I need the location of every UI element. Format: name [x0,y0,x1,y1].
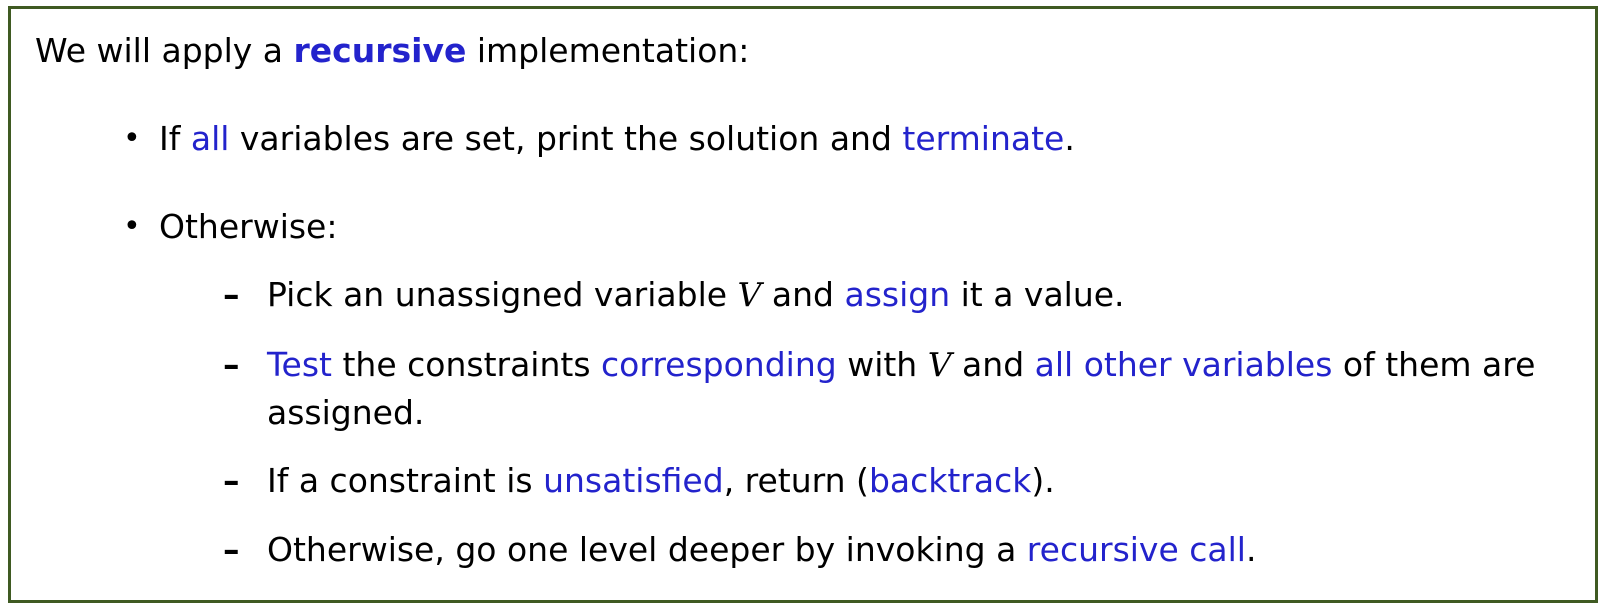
dash-marker: – [223,275,240,314]
subitem-text: ). [1031,461,1055,500]
bullet-marker: • [123,121,141,156]
bullet-text: If [159,119,191,158]
subitem-text: it a value. [950,275,1125,314]
subitem-text: If a constraint is [267,461,544,500]
dash-marker: – [223,530,240,569]
bullet-text: . [1064,119,1075,158]
subitem-text: . [1245,530,1257,569]
subitem-text: of them are [1332,345,1536,384]
dash-marker: – [223,345,240,384]
intro-line [35,31,749,71]
bullet-item-otherwise [159,207,337,247]
highlight-terminate: terminate [902,119,1065,158]
bullet-text: Otherwise: [159,207,338,246]
subitem-unsatisfied [267,461,1055,501]
math-variable-v: V [737,275,762,314]
subitem-text: the constraints [332,345,602,384]
intro-highlight-recursive: recursive [293,31,467,70]
highlight-unsatisfied: unsatisfied [543,461,724,500]
bullet-item-all-set [159,119,1075,159]
highlight-recursive-call: recursive call [1026,530,1246,569]
subitem-text: , return ( [723,461,869,500]
subitem-text: Pick an unassigned variable [267,275,738,314]
highlight-assign: assign [844,275,951,314]
subitem-test-constraints [267,345,1535,385]
math-variable-v: V [927,345,952,384]
highlight-corresponding: corresponding [601,345,837,384]
subitem-text: Otherwise, go one level deeper by invoking a [267,530,1027,569]
intro-text-after: implementation: [466,31,750,70]
highlight-test: Test [267,345,332,384]
subitem-pick-variable [267,275,1125,315]
highlight-backtrack: backtrack [868,461,1032,500]
slide-frame [8,6,1598,603]
subitem-text: and [761,275,845,314]
bullet-marker: • [123,209,141,244]
subitem-continuation: assigned. [267,393,425,432]
subitem-recursive-call [267,530,1256,570]
dash-marker: – [223,461,240,500]
subitem-text: and [951,345,1035,384]
highlight-all: all [190,119,230,158]
bullet-text: variables are set, print the solution and [229,119,903,158]
subitem-text: with [836,345,928,384]
highlight-all-other-variables: all other variables [1034,345,1333,384]
intro-text-before: We will apply a [35,31,294,70]
